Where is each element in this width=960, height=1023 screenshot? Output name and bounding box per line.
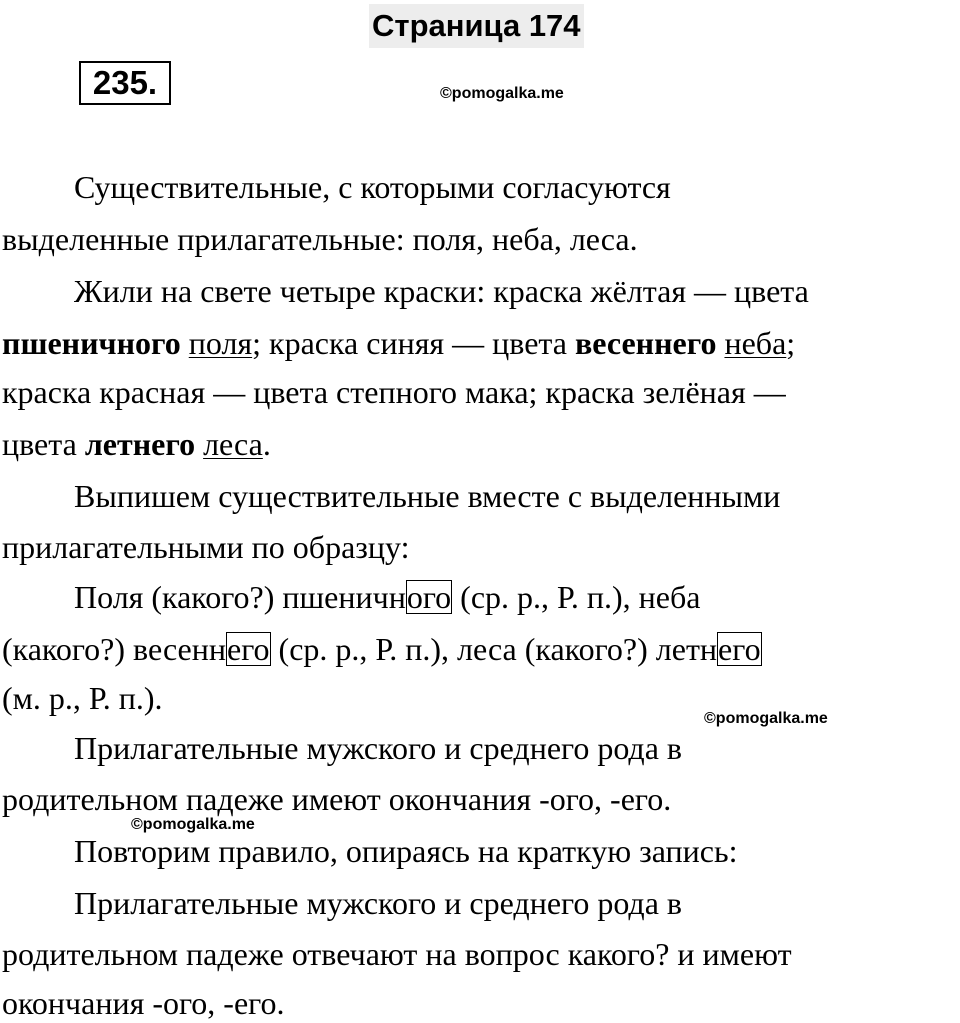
- p7-line-3: окончания -ого, -его.: [2, 985, 285, 1021]
- p4-line-1-a: Поля (какого?) пшеничн: [74, 579, 406, 615]
- p3-line-2: прилагательными по образцу:: [2, 529, 410, 565]
- ending-box-ogo: ого: [406, 579, 452, 615]
- p2-line-3: краска красная — цвета степного мака; краска зелёная —: [2, 374, 786, 410]
- p2-line-4: [2, 424, 271, 464]
- underlined-word-neba: неба: [724, 325, 787, 361]
- page-title: Страница 174: [369, 4, 584, 48]
- bold-word-letnego: летнего: [84, 426, 196, 462]
- p5-line-1: Прилагательные мужского и среднего рода в: [74, 730, 683, 766]
- p2-line-2-end: ;: [786, 325, 796, 361]
- task-number: 235.: [79, 61, 171, 105]
- p2-line-1: Жили на свете четыре краски: краска жёлтая — цвета: [74, 273, 809, 309]
- p4-line-1-b: (ср. р., Р. п.), неба: [452, 579, 701, 615]
- p4-line-2: [2, 629, 762, 669]
- p2-line-4-end: .: [262, 426, 271, 462]
- watermark-top: ©pomogalka.me: [440, 85, 564, 102]
- ending-box-ego-1: его: [227, 631, 270, 667]
- p3-line-1: Выпишем существительные вместе с выделенными: [74, 478, 781, 514]
- underlined-word-polya: поля: [188, 325, 253, 361]
- ending-box-ego-2: его: [718, 631, 761, 667]
- p2-line-2: [2, 323, 795, 363]
- bold-word-vesennego: весеннего: [574, 325, 717, 361]
- bold-word-pshenichnogo: пшеничного: [2, 325, 181, 361]
- p6-line-1: Повторим правило, опираясь на краткую запись:: [74, 833, 738, 869]
- p4-line-2-a: (какого?) весенн: [2, 631, 226, 667]
- p4-line-2-b: (ср. р., Р. п.), леса (какого?) летн: [270, 631, 718, 667]
- p4-line-1: [74, 577, 700, 617]
- underlined-word-lesa: леса: [203, 426, 263, 462]
- watermark-bottom: ©pomogalka.me: [131, 816, 255, 833]
- p1-line-2: выделенные прилагательные: поля, неба, леса.: [2, 221, 638, 257]
- p2-line-4-start: цвета: [2, 426, 85, 462]
- watermark-middle: ©pomogalka.me: [704, 710, 828, 727]
- p7-line-1: Прилагательные мужского и среднего рода в: [74, 885, 683, 921]
- p1-line-1: Существительные, с которыми согласуются: [74, 169, 671, 205]
- p7-line-2: родительном падеже отвечают на вопрос какого? и имеют: [2, 936, 792, 972]
- p5-line-2: родительном падеже имеют окончания -ого, -его.: [2, 781, 672, 817]
- p4-line-3: (м. р., Р. п.).: [2, 680, 163, 716]
- p2-line-2-mid: ; краска синяя — цвета: [252, 325, 575, 361]
